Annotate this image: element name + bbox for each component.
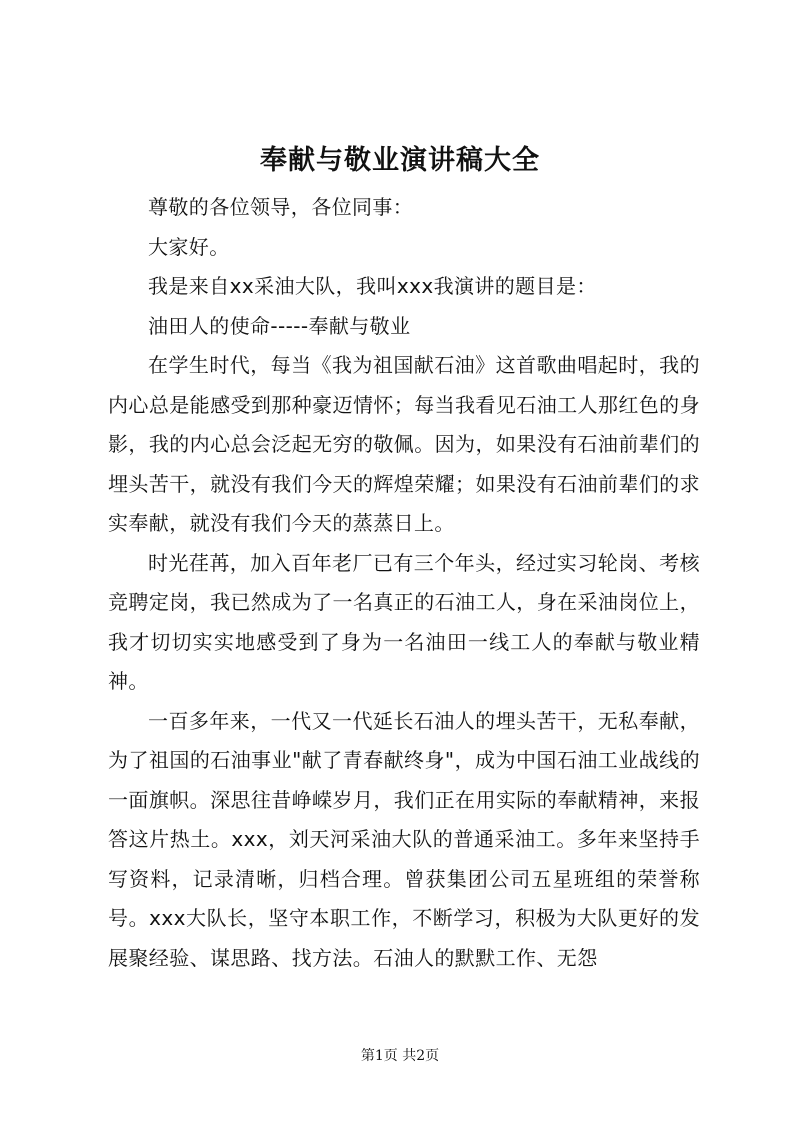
paragraph-oilfield-history: 一百多年来，一代又一代延长石油人的埋头苦干，无私奉献，为了祖国的石油事业"献了青春献终身"，成为中国石油工业战线的一面旗帜。深思往昔峥嵘岁月，我们正在用实际的奉献精神，来报答这片热土。xxx，刘天河采油大队的普通采油工。多年来坚持手写资料，记录清晰，归档合理。曾获集团公司五星班组的荣誉称号。xxx大队长，坚守本职工作，不断学习，积极为大队更好的发展聚经验、谋思路、找方法。石油人的默默工作、无怨 bbox=[108, 708, 700, 970]
paragraph-topic: 油田人的使命-----奉献与敬业 bbox=[148, 313, 411, 338]
paragraph-student-era: 在学生时代，每当《我为祖国献石油》这首歌曲唱起时，我的内心总是能感受到那种豪迈情怀；每当我看见石油工人那红色的身影，我的内心总会泛起无穷的敬佩。因为，如果没有石油前辈们的埋头苦干，就没有我们今天的辉煌荣耀；如果没有石油前辈们的求实奉献，就没有我们今天的蒸蒸日上。 bbox=[108, 353, 700, 535]
paragraph-work-experience: 时光荏苒，加入百年老厂已有三个年头，经过实习轮岗、考核竞聘定岗，我已然成为了一名真正的石油工人，身在采油岗位上，我才切切实实地感受到了身为一名油田一线工人的奉献与敬业精神。 bbox=[108, 550, 700, 693]
paragraph-greeting: 大家好。 bbox=[148, 234, 230, 259]
document-body bbox=[108, 188, 700, 978]
document-title: 奉献与敬业演讲稿大全 bbox=[260, 145, 540, 176]
paragraph-salutation: 尊敬的各位领导，各位同事： bbox=[148, 195, 414, 219]
paragraph-introduction: 我是来自xx采油大队，我叫xxx我演讲的题目是： bbox=[148, 274, 597, 298]
page-footer: 第1页 共2页 bbox=[360, 1048, 440, 1064]
